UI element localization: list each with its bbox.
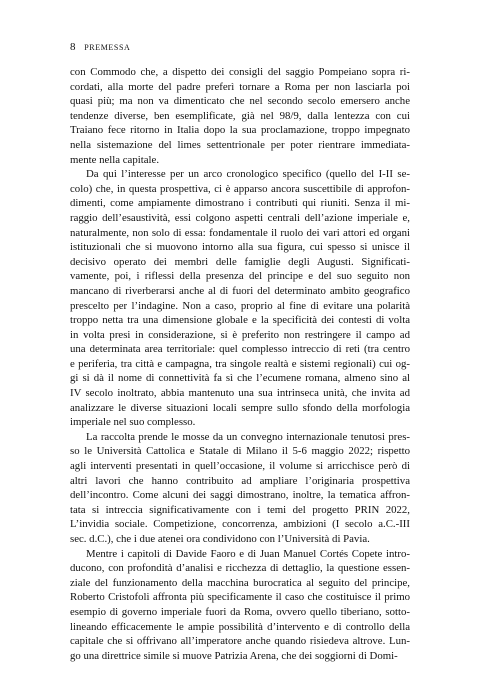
text-line: naturalmente, non solo di essa: fondamentale il ruolo dei vari attori ed organi	[70, 226, 410, 239]
text-line: Traiano fece ritorno in Italia dopo la sua proclamazione, troppo impegnato	[70, 124, 410, 137]
paragraph	[70, 65, 410, 167]
text-line: tendenze diverse, ben esemplificate, già nel 98/9, dalla lentezza con cui	[70, 109, 410, 122]
text-line: mente nella capitale.	[70, 153, 160, 166]
text-line: mancano di riverberarsi anche al di fuori del determinato ambito geografico	[70, 284, 410, 297]
text-line: Mentre i capitoli di Davide Faoro e di Juan Manuel Cortés Copete intro-	[86, 547, 410, 560]
text-line: dimenti, come ampiamente dimostrano i contributi qui riuniti. Senza il mi-	[70, 197, 410, 210]
text-line: capitale che si offrivano all’imperatore anche quando risiedeva altrove. Lun-	[70, 635, 410, 648]
text-line: vamente, poi, i riflessi della presenza del principe e del suo seguito non	[70, 270, 410, 283]
text-line: prescelto per l’indagine. Non a caso, proprio al fine di evitare una polarità	[70, 299, 410, 312]
text-line: colo) che, in questa prospettiva, ci è apparso ancora suscettibile di approfon-	[70, 182, 410, 195]
text-line: altri lavori che hanno contribuito ad ampliare l’originaria prospettiva	[70, 474, 410, 487]
text-line: decisivo operato dei membri delle famiglie degli Augusti. Significati-	[70, 255, 410, 268]
text-line: imperiale nel suo complesso.	[70, 416, 196, 429]
text-line: ducono, con profondità d’analisi e ricchezza di dettaglio, la questione essen-	[70, 562, 410, 575]
text-line: agli interventi presentati in quell’occasione, il volume si arricchisce però di	[70, 460, 410, 473]
text-line: istituzionali che si muovono intorno alla sua figura, cui spesso si unisce il	[70, 241, 410, 254]
text-line: Roberto Cristofoli affronta più specificamente il caso che costituisce il primo	[70, 591, 410, 604]
text-line: troppo netta tra una dimensione globale e la specificità dei contesti di volta	[70, 314, 410, 327]
text-line: tata si intreccia significativamente con i temi del progetto PRIN 2022,	[70, 503, 410, 516]
text-line: esempio di governo imperiale fuori da Roma, ovvero quello tiberiano, sotto-	[70, 605, 410, 618]
text-line: nella sistemazione del limes settentrionale per poter rientrare immediata-	[70, 138, 410, 151]
text-line: go una direttrice simile si muove Patrizia Arena, che dei soggiorni di Domi-	[70, 649, 398, 662]
text-line: raggio dell’esaustività, essi colgono aspetti centrali dell’azione imperiale e,	[70, 211, 410, 224]
text-line: dell’incontro. Come alcuni dei saggi dimostrano, inoltre, la tematica affron-	[70, 489, 410, 502]
text-line: Da qui l’interesse per un arco cronologico specifico (quello del I-II se-	[86, 168, 410, 181]
text-line: sec. d.C.), che i due atenei ora condividono con l’Università di Pavia.	[70, 533, 370, 545]
paragraph	[70, 430, 410, 547]
text-line: IV secolo inoltrato, abbia mantenuto una sua intrinseca unità, che invita ad	[70, 387, 410, 400]
text-line: La raccolta prende le mosse da un convegno internazionale tenutosi pres-	[86, 430, 410, 443]
text-line: con Commodo che, a dispetto dei consigli del saggio Pompeiano sopra ri-	[70, 66, 410, 78]
text-line: so le Università Cattolica e Statale di Milano il 5-6 maggio 2022; rispetto	[70, 445, 410, 458]
text-line: gi si dà il nome di connettività fa sì che l’ecumene romana, almeno sino al	[70, 372, 410, 385]
text-line: ziale del funzionamento della macchina burocratica al seguito del principe,	[70, 576, 410, 589]
body-text	[70, 65, 410, 663]
text-line: e periferia, tra città e campagna, tra singole realtà e sistemi regionali) cui og-	[70, 357, 410, 370]
running-head	[70, 41, 130, 53]
paragraph	[70, 547, 410, 664]
text-line: lineando efficacemente le ampie possibilità d’intervento e di controllo della	[70, 620, 410, 633]
text-line: in volta presi in considerazione, si è preferito non restringere il campo ad	[70, 328, 410, 341]
text-line: L’invidia sociale. Competizione, concorrenza, ambizioni (I secolo a.C.-III	[70, 518, 410, 531]
text-line: cordati, alla morte del padre preferì tornare a Roma per non lasciarla poi	[70, 80, 410, 93]
text-line: una determinata area territoriale: quel complesso intreccio di reti (tra centro	[70, 343, 410, 356]
paragraph	[70, 167, 410, 430]
text-line: quasi più; ma non va dimenticato che nel secondo secolo emersero anche	[70, 95, 410, 108]
page-number: 8	[70, 41, 76, 53]
running-title: PREMESSA	[84, 43, 131, 52]
text-line: analizzare le diverse situazioni locali sempre sullo sfondo della morfologia	[70, 401, 410, 414]
